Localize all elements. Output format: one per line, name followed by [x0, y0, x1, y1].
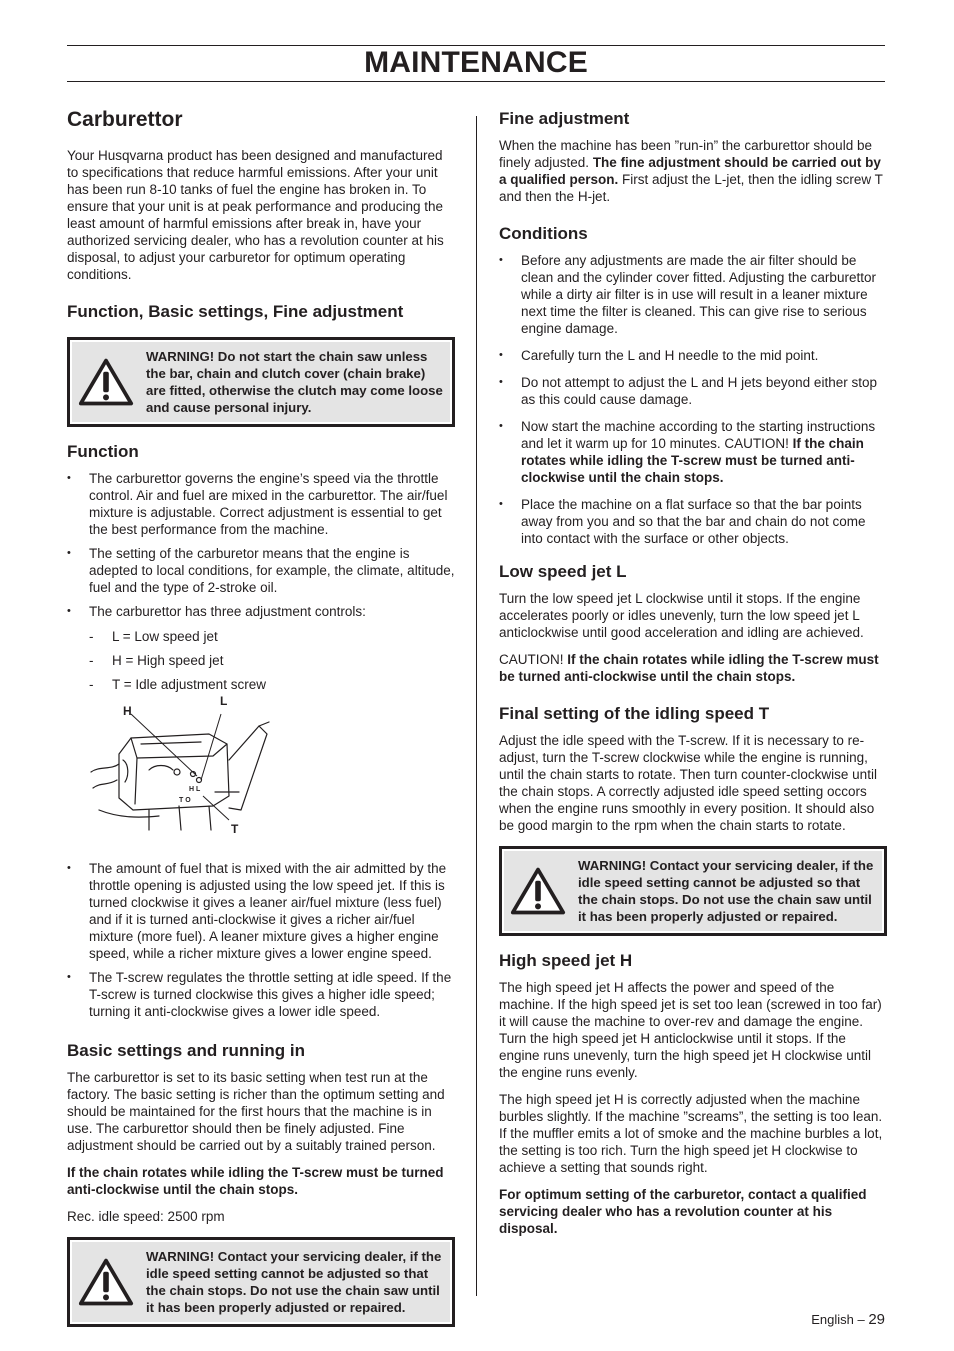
- warning-text-start: WARNING! Do not start the chain saw unless the bar, chain and clutch cover (chain brake) are fitted, otherwise the clutch may come loose and cause personal injury.: [146, 349, 443, 415]
- list-item: • Carefully turn the L and H needle to the mid point.: [499, 347, 887, 364]
- page-footer: [811, 1311, 885, 1328]
- low-speed-jet-text: Turn the low speed jet L clockwise until it stops. If the engine accelerates poorly or idles unevenly, turn the low speed jet L anticlockwise until good acceleration and idling are achieved.: [499, 591, 864, 640]
- fine-text-b: The fine adjustment should be carried out by a qualified person.: [499, 155, 881, 187]
- list-item: [499, 418, 887, 486]
- list-item: • Before any adjustments are made the air filter should be clean and the cylinder cover fitted. Adjusting the carburettor while a dirty air filter is in use will result in a leaner mixture next time the filter is cleaned. This can give rise to serious engine damage.: [499, 252, 887, 337]
- high-speed-jet-text-2: The high speed jet H is correctly adjusted when the machine burbles slightly. If the machine ”screams”, the setting is too lean. If the muffler emits a lot of smoke and the machine burbles a lot, the setting is too rich. Turn the high speed jet H clockwise to achieve a setting that sounds right.: [499, 1092, 883, 1175]
- warning-triangle-icon: [78, 357, 134, 407]
- section-function: [67, 441, 455, 1020]
- fine-text-c: First adjust the L-jet, then the idling screw T and then the H-jet.: [499, 172, 883, 204]
- basic-settings-caution: If the chain rotates while idling the T-screw must be turned anti-clockwise until the chain stops.: [67, 1165, 444, 1197]
- footer-dash: –: [857, 1312, 865, 1327]
- figure-label-l: L: [220, 694, 228, 708]
- section-conditions: [499, 223, 887, 547]
- list-item: • Do not attempt to adjust the L and H jets beyond either stop as this could cause damage.: [499, 374, 887, 408]
- footer-language: English: [811, 1312, 854, 1327]
- final-idle-text: Adjust the idle speed with the T-screw. If it is necessary to re-adjust, turn the T-screw clockwise while the engine is running, until the chain starts to rotate. Then turn counter-clockwise until the chain stops. A correctly adjusted idle speed setting occors when the engine runs smoothly in every position. It should also be good margin to the rpm when the chain starts to rotate.: [499, 733, 877, 833]
- right-column: [499, 108, 887, 1247]
- list-item: • The setting of the carburetor means that the engine is adepted to local conditions, for example, the climate, altitude, fuel and the type of 2-stroke oil.: [67, 545, 455, 596]
- carburettor-intro: Your Husqvarna product has been designed and manufactured to specifications that reduce harmful emissions. After your unit has been run 8-10 tanks of fuel the engine has broken in. To ensure that your unit is at peak performance and producing the least amount of harmful emissions after break in, have your authorized servicing dealer, who has a revolution counter at his disposal, to adjust your carburetor for optimum operating conditions.: [67, 148, 444, 282]
- function-bullet-list-2: [67, 860, 455, 1020]
- adjustment-controls-list: [67, 628, 455, 693]
- carburettor-drawing-icon: [89, 700, 289, 850]
- conditions-list: [499, 252, 887, 547]
- list-item: • Place the machine on a flat surface so that the bar points away from you and so that the bar and chain do not come into contact with the surface or other objects.: [499, 496, 887, 547]
- section-title-fine-adjustment: Fine adjustment: [499, 109, 630, 128]
- list-item: - T = Idle adjustment screw: [89, 676, 455, 693]
- figure-label-to: T O: [179, 797, 191, 804]
- condition-4-caution: If the chain rotates while idling the T-screw must be turned anti-clockwise until the chain stops.: [521, 436, 864, 485]
- section-title-function: Function: [67, 442, 139, 461]
- warning-text-idle-left: WARNING! Contact your servicing dealer, if the idle speed setting cannot be adjusted so that the chain stops. Do not use the chain saw until it has been properly adjusted or repaired.: [146, 1249, 442, 1315]
- section-title-final-idle: Final setting of the idling speed T: [499, 704, 770, 723]
- section-fine-adjustment: [499, 108, 887, 205]
- section-title-high-speed-jet: High speed jet H: [499, 951, 633, 970]
- figure-label-h: H: [123, 704, 132, 718]
- list-item: • The T-screw regulates the throttle setting at idle speed. If the T-screw is turned clockwise this gives a higher idle speed; turning it anti-clockwise gives a lower idle speed.: [67, 969, 455, 1020]
- basic-settings-text: The carburettor is set to its basic setting when test run at the factory. The basic setting is richer than the optimum setting and should be maintained for the first hours that the machine is in use. The carburettor should then be finely adjusted. Fine adjustment should be carried out by a suitably trained person.: [67, 1070, 445, 1153]
- list-item: • The carburettor governs the engine’s speed via the throttle control. Air and fuel are mixed in the carburettor. The air/fuel mixture is adjustable. Correct adjustment is essential to get the best performance from the machine.: [67, 470, 455, 538]
- warning-triangle-icon: [510, 866, 566, 916]
- condition-4-text: Now start the machine according to the starting instructions and let it warm up for 10 minutes. CAUTION!: [521, 419, 876, 451]
- figure-label-hl: H L: [189, 786, 201, 793]
- low-caution-bold: If the chain rotates while idling the T-screw must be turned anti-clockwise until the chain stops.: [499, 652, 879, 684]
- high-speed-jet-text-1: The high speed jet H affects the power and speed of the machine. If the high speed jet is set too lean (screwed in too far) it will cause the machine to over-rev and damage the engine. Turn the high speed jet H anticlockwise until it stops. If the engine runs unevenly, turn the high speed jet H clockwise until the engine runs evenly.: [499, 980, 882, 1080]
- list-item: • The amount of fuel that is mixed with the air admitted by the throttle opening is adjusted using the low speed jet. If this is turned clockwise it gives a leaner air/fuel mixture (less fuel) and if it is turned anti-clockwise it gives a richer air/fuel mixture (more fuel). A leaner mixture gives a higher engine speed, while a richer mixture gives a lower engine speed.: [67, 860, 455, 962]
- section-title-function-basic-fine: Function, Basic settings, Fine adjustment: [67, 302, 404, 321]
- recommended-idle-speed: Rec. idle speed: 2500 rpm: [67, 1209, 225, 1224]
- list-item: - L = Low speed jet: [89, 628, 455, 645]
- section-final-idle-setting: [499, 703, 887, 936]
- fine-adjustment-text: [499, 137, 887, 205]
- page-title: MAINTENANCE: [364, 46, 588, 79]
- list-item: - H = High speed jet: [89, 652, 455, 669]
- list-item: • The carburettor has three adjustment controls:: [67, 603, 455, 620]
- section-high-speed-jet: [499, 950, 887, 1237]
- warning-box-inner: [72, 342, 450, 422]
- carburettor-illustration: [89, 694, 289, 850]
- section-function-basic-fine: [67, 301, 455, 427]
- section-basic-settings: [67, 1040, 455, 1327]
- fine-text-a: When the machine has been ”run-in” the carburettor should be finely adjusted.: [499, 138, 872, 170]
- header-rule-bottom: [67, 81, 885, 82]
- high-speed-jet-advice: For optimum setting of the carburetor, contact a qualified servicing dealer who has a revolution counter at his disposal.: [499, 1187, 867, 1236]
- low-speed-jet-caution: [499, 651, 887, 685]
- column-divider: [476, 116, 477, 1296]
- page-number: 29: [868, 1311, 885, 1328]
- warning-box-idle-right: [499, 846, 887, 936]
- carburettor-heading: Carburettor: [67, 108, 183, 131]
- figure-label-t: T: [231, 822, 239, 836]
- function-bullet-list: [67, 470, 455, 620]
- low-caution-prefix: CAUTION!: [499, 652, 568, 667]
- warning-box-idle-left: [67, 1237, 455, 1327]
- warning-text-idle-right: WARNING! Contact your servicing dealer, if the idle speed setting cannot be adjusted so that the chain stops. Do not use the chain saw until it has been properly adjusted or repaired.: [578, 858, 874, 924]
- section-title-low-speed-jet: Low speed jet L: [499, 562, 627, 581]
- warning-box-inner: [72, 1242, 450, 1322]
- section-title-basic-settings: Basic settings and running in: [67, 1041, 306, 1060]
- section-low-speed-jet: [499, 561, 887, 685]
- warning-box-inner: [504, 851, 882, 931]
- warning-triangle-icon: [78, 1257, 134, 1307]
- section-title-conditions: Conditions: [499, 224, 588, 243]
- left-column: [67, 103, 455, 1341]
- warning-box-start: [67, 337, 455, 427]
